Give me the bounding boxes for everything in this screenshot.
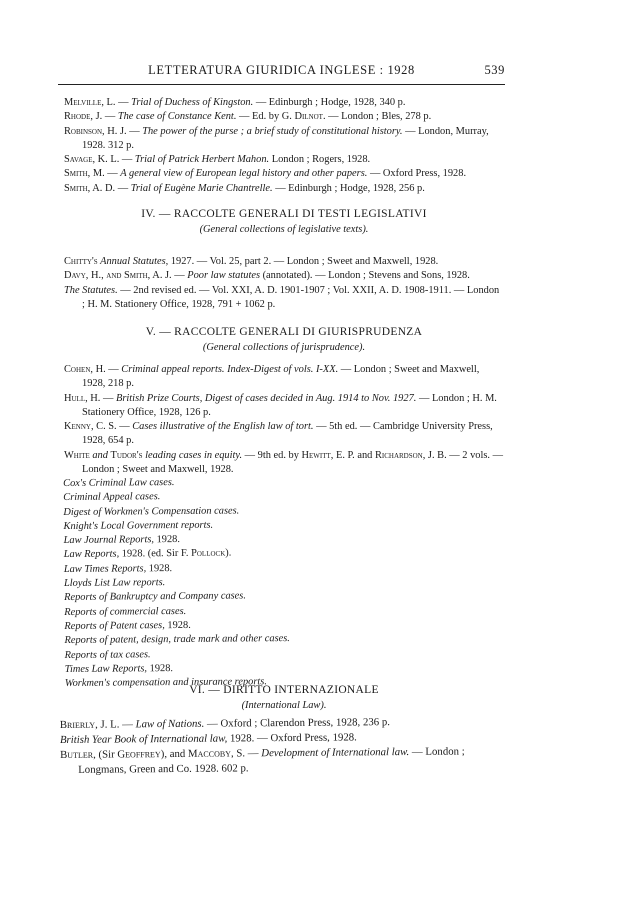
- entry-details: 1928.: [153, 534, 181, 546]
- bibliography-entry: [64, 167, 504, 181]
- entry-author: Chitty's: [64, 256, 98, 267]
- entry-title: The power of the purse ; a brief study of constitutional history.: [142, 125, 403, 137]
- entry-title: Reports of tax cases.: [64, 649, 151, 661]
- bibliography-entry: [64, 153, 504, 167]
- entry-author: White: [64, 449, 90, 461]
- entry-dash: —: [116, 421, 133, 433]
- entry-details: . — London ; Bles, 278 p.: [322, 111, 432, 123]
- entry-title: leading cases in equity.: [142, 449, 243, 461]
- entry-details: , (Sir: [92, 748, 118, 761]
- section-title: VI. — DIRITTO INTERNAZIONALE: [189, 684, 379, 696]
- entry-title: Development of International law.: [261, 745, 410, 760]
- entry-dash: —: [115, 97, 132, 108]
- entry-title: A general view of European legal history and other papers.: [120, 168, 368, 180]
- entry-list-3: [64, 363, 504, 692]
- entry-dash: —: [105, 364, 122, 375]
- entry-details: ).: [225, 548, 232, 560]
- header-rule: [58, 84, 505, 85]
- entry-details: 1927. — Vol. 25, part 2. — London ; Sweet and Maxwell, 1928.: [168, 256, 439, 267]
- entry-details: — London ; H. M. Stationery Office, 1928, 126 p.: [82, 392, 497, 418]
- entry-title: Lloyds List Law reports.: [63, 577, 166, 590]
- entry-author: Butler: [60, 748, 94, 761]
- entry-author: Maccoby: [187, 747, 232, 760]
- entry-editor: Dilnot: [294, 111, 323, 123]
- entry-details: (annotated). — London ; Stevens and Sons, 1928.: [260, 270, 470, 282]
- entry-details: , S. —: [230, 747, 262, 760]
- entry-details: — London ; Sweet and Maxwell, 1928, 218 p.: [82, 364, 480, 390]
- entry-details: 1928. (ed. Sir F.: [119, 548, 192, 561]
- entry-dash: —: [104, 168, 121, 180]
- bibliography-entry: [64, 284, 504, 313]
- law-reports-list: [63, 474, 505, 692]
- entry-title: Reports of Patent cases,: [64, 620, 165, 633]
- entry-title: Reports of patent, design, trade mark and other cases.: [64, 633, 290, 647]
- entry-dash: —: [119, 154, 135, 166]
- entry-conjunction: and: [89, 449, 111, 461]
- entry-details: , E. P. and: [330, 449, 375, 461]
- entry-list-4: [60, 714, 509, 778]
- section-heading-vi: [64, 682, 504, 714]
- entry-details: 1928. — Oxford Press, 1928.: [227, 731, 357, 745]
- entry-title: Workmen's compensation and insurance reports.: [64, 676, 267, 690]
- entry-author: Robinson, H. J.: [64, 125, 127, 137]
- entry-title: Trial of Patrick Herbert Mahon.: [134, 154, 270, 166]
- section-title: IV. — RACCOLTE GENERALI DI TESTI LEGISLATIVI: [141, 208, 427, 220]
- bibliography-entry: [60, 744, 508, 778]
- entry-author: Smith, M.: [64, 168, 105, 180]
- section-subtitle: (General collections of legislative texts).: [199, 224, 369, 235]
- entry-dash: —: [126, 125, 143, 137]
- entry-title: The Statutes.: [64, 284, 118, 296]
- entry-dash: —: [115, 182, 131, 194]
- entry-author: Rhode, J.: [64, 111, 103, 123]
- entry-title: Law Times Reports,: [63, 563, 147, 576]
- entry-details: — London, Murray, 1928. 312 p.: [82, 125, 489, 151]
- entry-details: 1928.: [164, 620, 191, 632]
- entry-title: The case of Constance Kent.: [117, 111, 237, 123]
- entry-list-2: [64, 255, 504, 312]
- entry-author: Cohen, H.: [64, 364, 106, 375]
- entry-author: Tudor's: [110, 449, 143, 461]
- bibliography-entry: [64, 110, 504, 124]
- entry-title: Annual Statutes,: [97, 256, 169, 267]
- running-title: LETTERATURA GIURIDICA INGLESE : 1928: [148, 63, 415, 77]
- section-heading-v: [64, 324, 504, 356]
- entry-title: Trial of Duchess of Kingston.: [131, 97, 254, 108]
- section-title: V. — RACCOLTE GENERALI DI GIURISPRUDENZA: [145, 326, 423, 338]
- entry-details: ), and: [160, 747, 189, 761]
- entry-details: London ; Rogers, 1928.: [269, 154, 371, 166]
- entry-details: — Oxford Press, 1928.: [367, 168, 467, 180]
- entry-author: Melville, L.: [64, 97, 116, 108]
- entry-title: Cox's Criminal Law cases.: [63, 477, 175, 490]
- entry-list-1: [64, 96, 504, 196]
- entry-details: — Oxford ; Clarendon Press, 1928, 236 p.: [204, 716, 390, 730]
- entry-details: , J. B. — 2 vols. — London ; Sweet and Maxwell, 1928.: [82, 449, 503, 476]
- entry-title: Poor law statutes: [187, 270, 260, 282]
- entry-details: — 5th ed. — Cambridge University Press, 1928, 654 p.: [82, 421, 493, 447]
- entry-author: Kenny, C. S.: [64, 421, 117, 433]
- entry-title: Law Reports,: [63, 549, 120, 561]
- bibliography-entry: [64, 182, 504, 196]
- entry-title: Times Law Reports,: [64, 663, 148, 676]
- bibliography-entry: [64, 363, 504, 392]
- entry-author: Davy, H., and Smith, A. J.: [64, 270, 172, 282]
- entry-author: Geoffrey: [117, 748, 161, 761]
- bibliography-entry: [64, 255, 504, 269]
- entry-details: — Edinburgh ; Hodge, 1928, 256 p.: [272, 182, 425, 194]
- entry-author: Savage, K. L.: [64, 154, 120, 166]
- entry-details: — 9th ed. by: [242, 449, 302, 461]
- bibliography-entry: [64, 420, 504, 449]
- entry-details: 1928.: [146, 563, 173, 575]
- entry-title: Trial of Eugène Marie Chantrelle.: [130, 182, 273, 194]
- entry-title: Cases illustrative of the English law of tort.: [132, 421, 314, 433]
- entry-details: — 2nd revised ed. — Vol. XXI, A. D. 1901-1907 ; Vol. XXII, A. D. 1908-1911. — London ; H. M. Stationery Office, 1928, 791 + 1062 p.: [82, 284, 500, 310]
- bibliography-entry: [64, 96, 504, 110]
- entry-details: — Ed. by G.: [236, 111, 295, 123]
- bibliography-entry: [64, 269, 504, 283]
- section-subtitle: (International Law).: [241, 700, 327, 711]
- entry-editor: Pollock: [191, 548, 226, 560]
- entry-title: Criminal Appeal cases.: [63, 491, 161, 504]
- entry-title: Knight's Local Government reports.: [63, 519, 214, 533]
- entry-title: Criminal appeal reports. Index-Digest of vols. I-XX.: [121, 364, 339, 375]
- entry-details: — Edinburgh ; Hodge, 1928, 340 p.: [253, 97, 406, 108]
- entry-title: British Year Book of International law,: [59, 732, 228, 747]
- entry-details: 1928.: [146, 663, 174, 675]
- entry-title: British Prize Courts, Digest of cases decided in Aug. 1914 to Nov. 1927.: [116, 392, 417, 404]
- entry-title: Reports of Bankruptcy and Company cases.: [64, 591, 246, 604]
- section-subtitle: (General collections of jurisprudence).: [202, 342, 366, 353]
- bibliography-entry: [64, 392, 504, 421]
- running-header: [58, 63, 505, 83]
- entry-author: Smith, A. D.: [64, 182, 116, 194]
- entry-details: — London ; Longmans, Green and Co. 1928. 602 p.: [78, 745, 465, 776]
- entry-title: Digest of Workmen's Compensation cases.: [63, 505, 240, 518]
- entry-editor: Hewitt: [301, 449, 331, 461]
- entry-dash: —: [119, 718, 136, 731]
- bibliography-entry: [64, 125, 504, 154]
- entry-title: Law Journal Reports,: [63, 534, 155, 547]
- entry-author: Brierly, J. L.: [59, 718, 120, 732]
- entry-title: Reports of commercial cases.: [64, 605, 187, 619]
- entry-dash: —: [171, 270, 188, 282]
- entry-dash: —: [100, 392, 117, 404]
- entry-editor: Richardson: [374, 449, 423, 461]
- section-heading-iv: [64, 206, 504, 238]
- entry-title: Law of Nations.: [135, 717, 205, 731]
- page-number: 539: [484, 63, 505, 77]
- entry-dash: —: [102, 111, 118, 123]
- entry-author: Hull, H.: [64, 392, 101, 404]
